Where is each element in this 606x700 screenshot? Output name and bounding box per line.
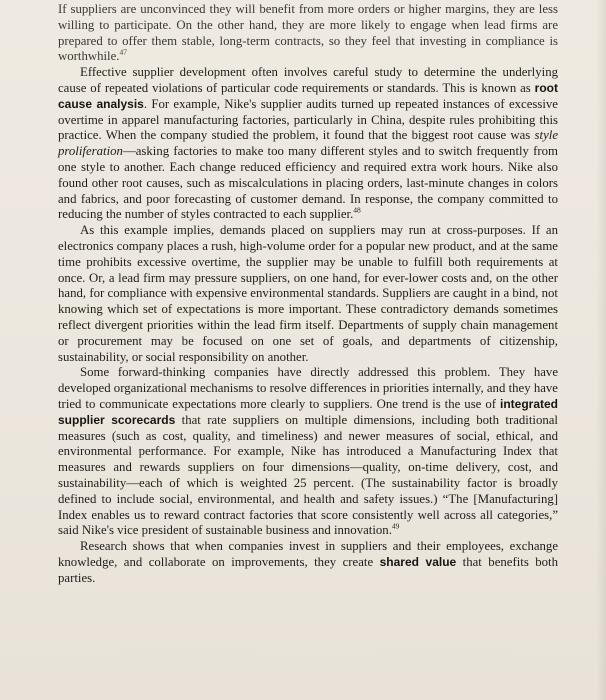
page-edge-shadow — [596, 0, 606, 700]
text-column — [58, 2, 558, 586]
paragraph-text: . For example, Nike's supplier audits turned up repeated instances of excessive overtime in apparel manufacturing factories, particularly in China, despite rules prohibiting this practice. When the company studied the problem, it found that the biggest root cause was — [58, 96, 558, 143]
paragraph-text: As this example implies, demands placed on suppliers may run at cross-purposes. If an electronics company places a rush, high-volume order for a popular new product, and at the same time prohibits excessive overtime, the supplier may be unable to fulfill both requirements at once. Or, a lead firm may pressure suppliers, on one hand, for ever-lower costs and, on the other hand, for compliance with expensive environmental standards. Suppliers are caught in a bind, not knowing which set of expectations is more important. These contradictory demands sometimes reflect divergent priorities within the lead firm itself. Departments of supply chain management or procurement may be focused on one set of goals, and departments of citizenship, sustainability, or social responsibility on another. — [58, 223, 558, 364]
paragraph-text: Research shows that when companies invest in suppliers and their employees, exchange knowledge, and collaborate on improvements, they create — [58, 539, 558, 569]
key-term-root-cause-analysis: root cause analysis — [58, 80, 558, 111]
paragraph-text: —asking factories to make too many different styles and to switch frequently from one style to another. Each change reduced efficiency and required extra work hours. Nike also found other root causes, such as miscalculations in placing orders, last-minute changes in colors and fabrics, and poor forecasting of customer demand. In response, the company committed to reducing the number of styles contracted to each supplier. — [58, 144, 558, 222]
paragraph-text: Some forward-thinking companies have directly addressed this problem. They have developed organizational mechanisms to resolve differences in priorities internally, and they have tried to communicate expectations more clearly to suppliers. One trend is the use of — [58, 365, 558, 411]
footnote-marker: 48 — [353, 206, 361, 216]
paragraph-text: that benefits both parties. — [58, 554, 559, 585]
paragraph-text: Effective supplier development often involves careful study to determine the underlying cause of repeated violations of particular code requirements or standards. This is known as — [58, 65, 558, 95]
paragraph-shared-value — [58, 539, 558, 586]
italic-term-style-proliferation: style proliferation — [58, 128, 558, 159]
paragraph-text: that rate suppliers on multiple dimensions, including both traditional measures (such as cost, quality, and timeliness) and newer measures of social, ethical, and environmental performance. For example, Nike has introduced a Manufacturing Index that measures and rewards suppliers on four dimensions—quality, on-time delivery, cost, and sustainability—each of which is weighted 25 percent. (The sustainability factor is broadly defined to include social, environmental, and health and safety issues.) “The [Manufacturing] Index enables us to reward contract factories that score consistently well across all categories,” said Nike's vice president of sustainable business and innovation. — [58, 412, 558, 538]
key-term-integrated-supplier-scorecards: integrated supplier scorecards — [58, 396, 558, 427]
paragraph-cross-purposes — [58, 223, 558, 365]
footnote-marker: 47 — [119, 48, 127, 58]
paragraph-supplier-participation — [58, 2, 558, 65]
paragraph-root-cause-analysis — [58, 65, 558, 223]
footnote-marker: 49 — [391, 522, 400, 532]
key-term-shared-value: shared value — [379, 554, 457, 569]
paragraph-supplier-scorecards — [58, 365, 558, 539]
paragraph-text: If suppliers are unconvinced they will benefit from more orders or higher margins, they are less willing to participate. On the other hand, they are more likely to engage when lead firms are prepared to offer them stable, long-term contracts, so they feel that investing in compliance is worthwhile. — [58, 2, 558, 64]
